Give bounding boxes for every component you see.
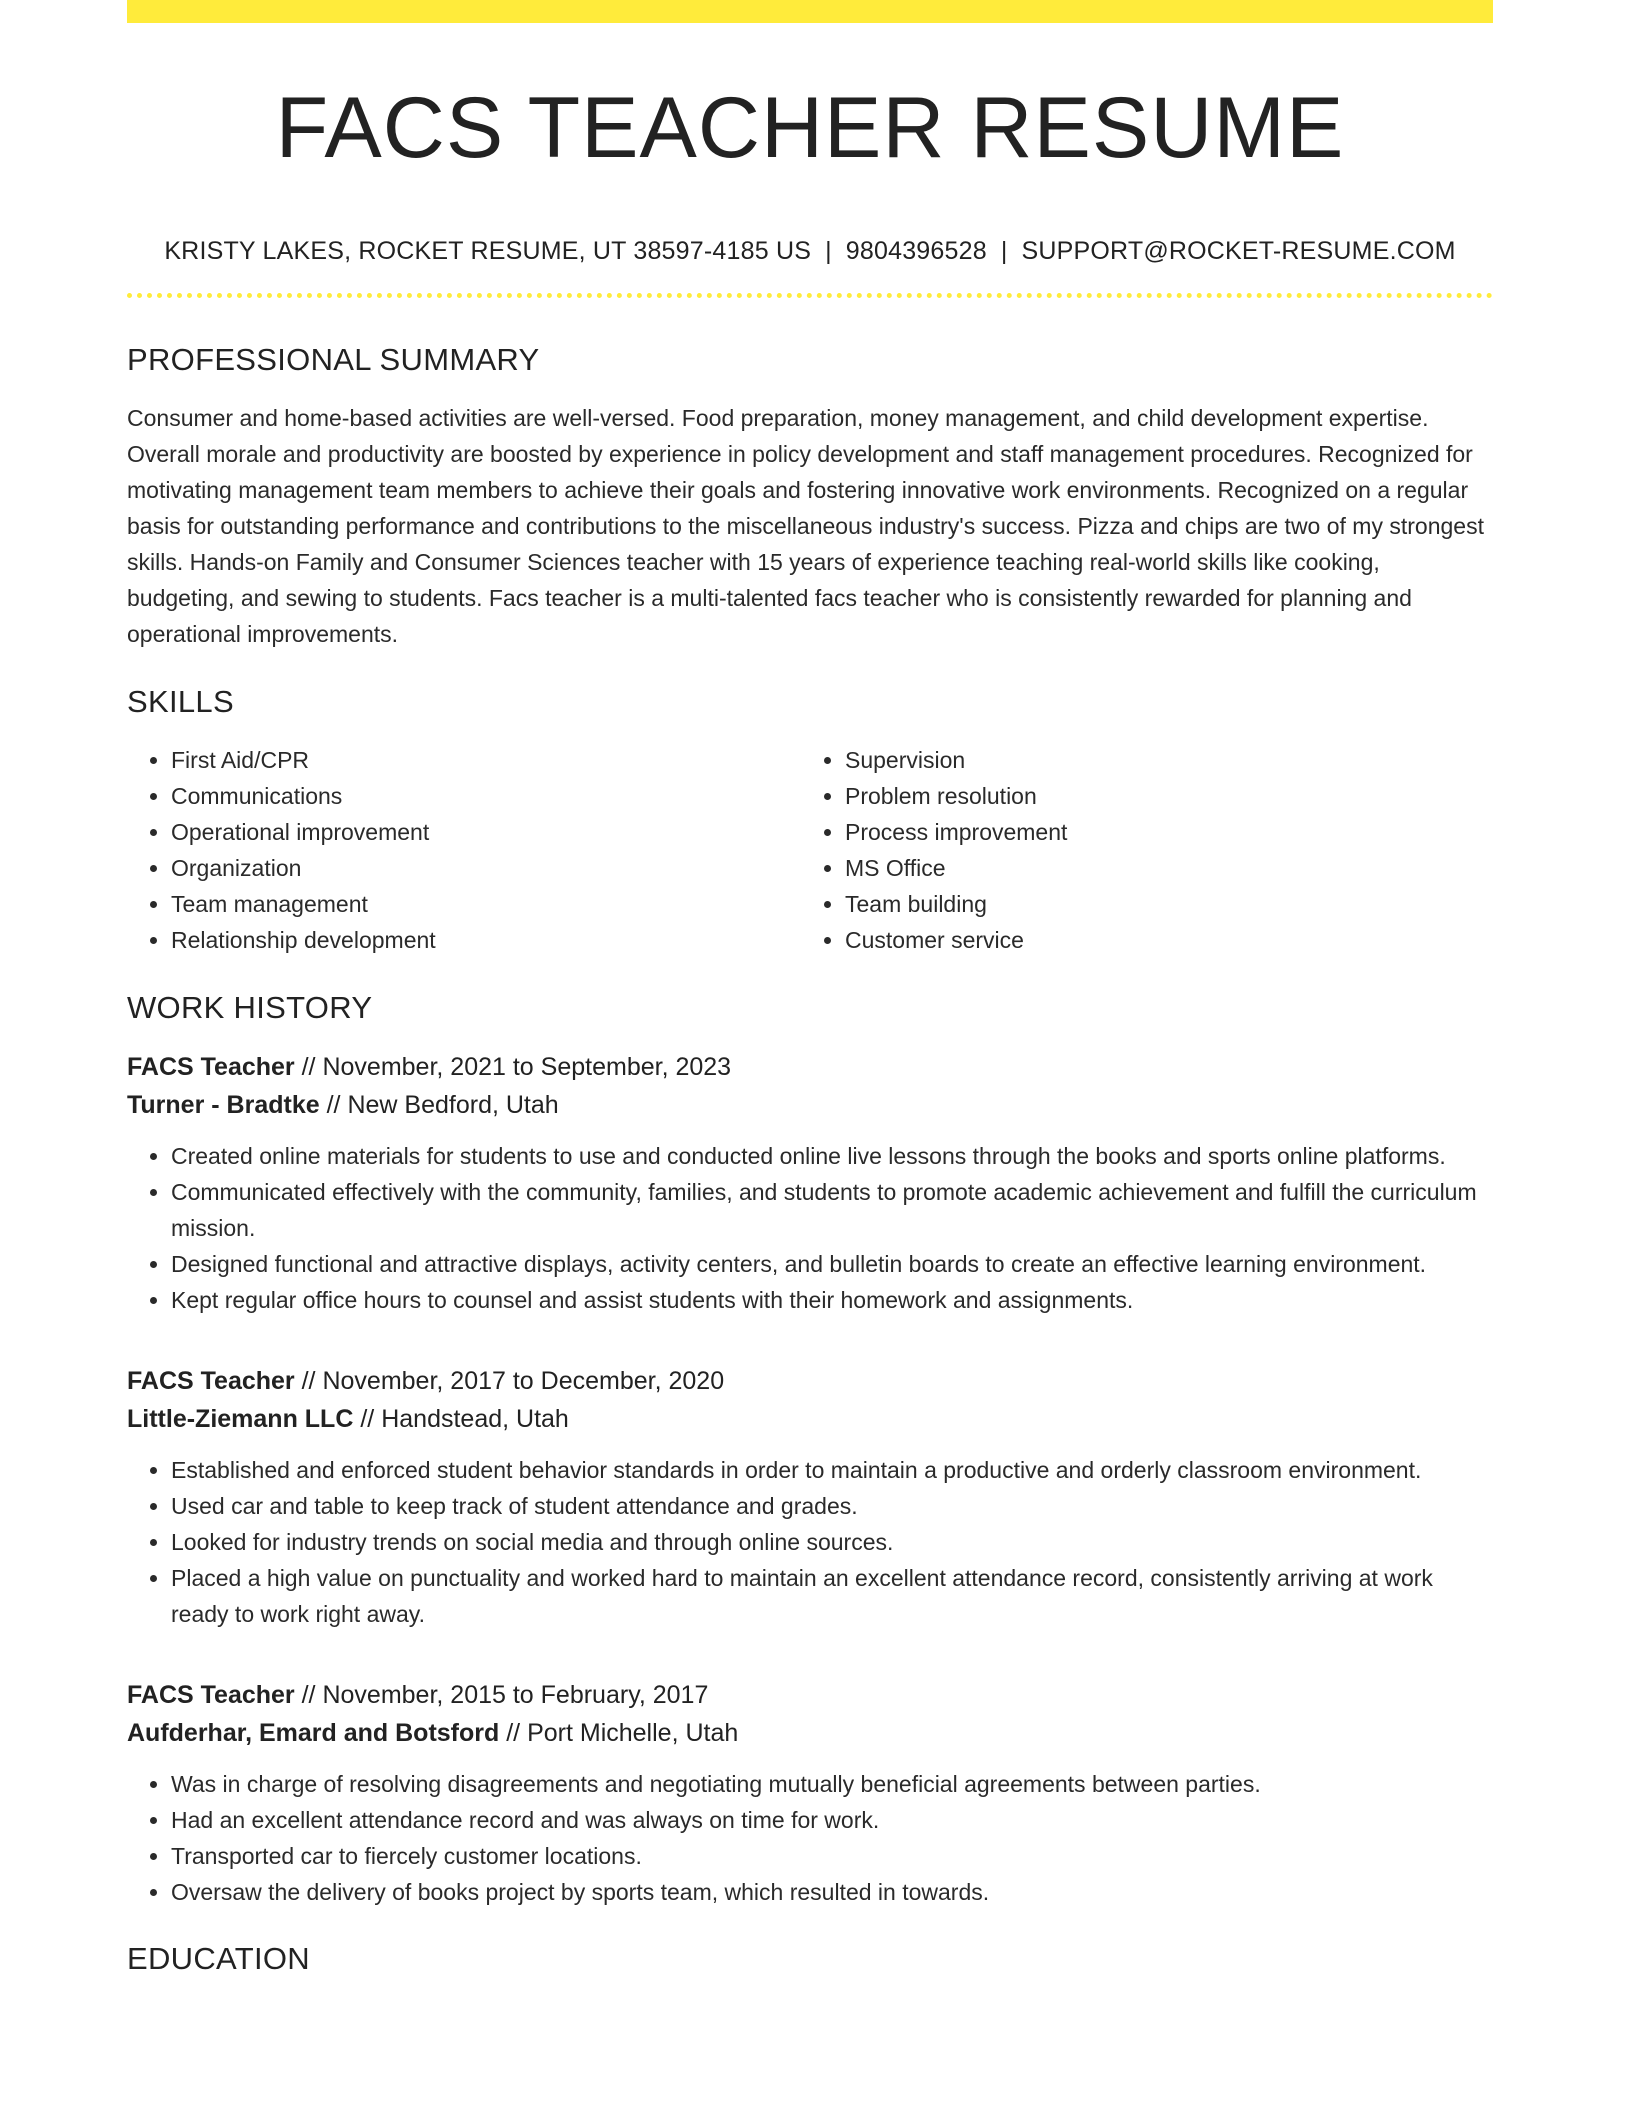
job-bullets [127,1452,1493,1632]
skills-list [127,742,1493,958]
job-location: Port Michelle, Utah [527,1719,739,1747]
job-title: FACS Teacher [127,1681,295,1709]
job-company: Aufderhar, Emard and Botsford [127,1719,500,1747]
skills-column-left [127,742,801,958]
job-bullet: • Looked for industry trends on social media and through online sources. [171,1524,1493,1560]
job-bullet: • Was in charge of resolving disagreements and negotiating mutually beneficial agreements between parties. [171,1766,1493,1802]
job-title: FACS Teacher [127,1367,295,1395]
job-company-line [127,1086,1493,1124]
job-bullet: • Established and enforced student behavior standards in order to maintain a productive and orderly classroom environment. [171,1452,1493,1488]
job-company-line [127,1400,1493,1438]
job-company: Little-Ziemann LLC [127,1405,354,1433]
skill-item: • Process improvement [845,814,1475,850]
job-separator: // [326,1091,341,1119]
skill-item: • MS Office [845,850,1475,886]
job-dates: November, 2021 to September, 2023 [322,1053,732,1081]
job-separator: // [301,1681,316,1709]
job-bullet: • Used car and table to keep track of student attendance and grades. [171,1488,1493,1524]
job-title: FACS Teacher [127,1053,295,1081]
job-dates: November, 2017 to December, 2020 [322,1367,725,1395]
job-location: Handstead, Utah [381,1405,569,1433]
summary-heading: PROFESSIONAL SUMMARY [127,342,540,377]
education-heading: EDUCATION [127,1941,310,1976]
dotted-divider [127,293,1493,298]
skills-heading: SKILLS [127,684,234,719]
contact-phone: 9804396528 [845,237,987,265]
job-bullet: • Designed functional and attractive displays, activity centers, and bulletin boards to create an effective learning environment. [171,1246,1493,1282]
job-title-line [127,1362,1493,1400]
job-location: New Bedford, Utah [347,1091,559,1119]
job-title-line [127,1048,1493,1086]
job-bullet: • Placed a high value on punctuality and worked hard to maintain an excellent attendance record, consistently arriving at work ready to work right away. [171,1560,1493,1632]
job-entry [127,1362,1493,1632]
job-bullet: • Transported car to fiercely customer locations. [171,1838,1493,1874]
contact-separator: | [1000,237,1008,265]
skills-column-right [801,742,1475,958]
job-bullet: • Kept regular office hours to counsel and assist students with their homework and assignments. [171,1282,1493,1318]
job-entry [127,1048,1493,1318]
contact-separator: | [825,237,832,265]
skill-item: • Communications [171,778,801,814]
job-entry [127,1676,1493,1910]
job-dates: November, 2015 to February, 2017 [322,1681,709,1709]
summary-text: Consumer and home-based activities are well-versed. Food preparation, money management, and child development expertise. Overall morale and productivity are boosted by experience in policy development and staff management procedures. Recognized for motivating management team members to achieve their goals and fostering innovative work environments. Recognized on a regular basis for outstanding performance and contributions to the miscellaneous industry's success. Pizza and chips are two of my strongest skills. Hands-on Family and Consumer Sciences teacher with 15 years of experience teaching real-world skills like cooking, budgeting, and sewing to students. Facs teacher is a multi-talented facs teacher who is consistently rewarded for planning and operational improvements. [127,405,1484,647]
skill-item: • Relationship development [171,922,801,958]
job-separator: // [506,1719,521,1747]
job-bullets [127,1138,1493,1318]
skill-item: • Organization [171,850,801,886]
job-separator: // [301,1053,316,1081]
resume-title: FACS TEACHER RESUME [275,80,1345,176]
job-separator: // [301,1367,316,1395]
contact-address: KRISTY LAKES, ROCKET RESUME, UT 38597-4185 US [164,237,812,265]
job-bullet: • Created online materials for students to use and conducted online live lessons through the books and sports online platforms. [171,1138,1493,1174]
resume-page [127,0,1493,1977]
skill-item: • Operational improvement [171,814,801,850]
skill-item: • Team management [171,886,801,922]
work-history-heading: WORK HISTORY [127,990,373,1025]
skill-item: • First Aid/CPR [171,742,801,778]
skill-item: • Problem resolution [845,778,1475,814]
job-bullet: • Had an excellent attendance record and was always on time for work. [171,1802,1493,1838]
job-bullet: • Oversaw the delivery of books project by sports team, which resulted in towards. [171,1874,1493,1910]
contact-email: SUPPORT@ROCKET-RESUME.COM [1021,237,1456,265]
job-bullet: • Communicated effectively with the community, families, and students to promote academic achievement and fulfill the curriculum mission. [171,1174,1493,1246]
job-separator: // [360,1405,375,1433]
skill-item: • Supervision [845,742,1475,778]
job-bullets [127,1766,1493,1910]
contact-line [127,236,1493,266]
skill-item: • Customer service [845,922,1475,958]
skill-item: • Team building [845,886,1475,922]
job-title-line [127,1676,1493,1714]
job-company: Turner - Bradtke [127,1091,320,1119]
job-company-line [127,1714,1493,1752]
top-accent-bar [127,0,1493,23]
